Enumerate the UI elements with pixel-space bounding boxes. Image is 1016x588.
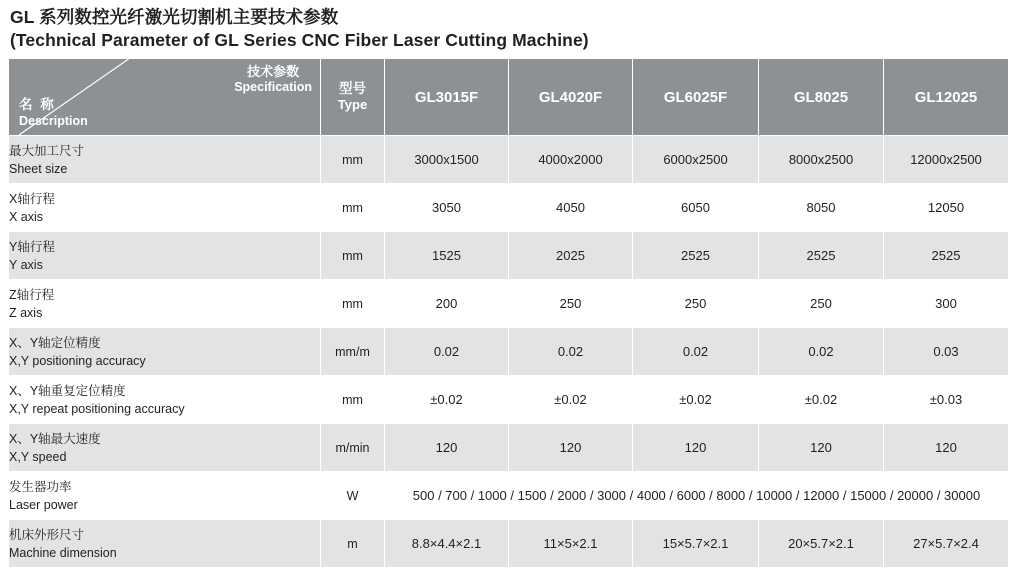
row-value: ±0.02 — [759, 376, 884, 424]
row-value: 2525 — [633, 232, 759, 280]
row-value: 20×5.7×2.1 — [759, 520, 884, 568]
row-value: 300 — [884, 280, 1009, 328]
row-value: 4050 — [509, 184, 633, 232]
row-value: 15×5.7×2.1 — [633, 520, 759, 568]
row-value-merged: 500 / 700 / 1000 / 1500 / 2000 / 3000 / 4000 / 6000 / 8000 / 10000 / 12000 / 15000 / 20000 / 30000 — [385, 472, 1009, 520]
table-row — [9, 136, 1009, 184]
row-value: 8.8×4.4×2.1 — [385, 520, 509, 568]
row-value: ±0.02 — [385, 376, 509, 424]
row-param: 最大加工尺寸 Sheet size — [9, 136, 321, 184]
row-value: 8050 — [759, 184, 884, 232]
row-value: 0.02 — [509, 328, 633, 376]
row-value: ±0.02 — [633, 376, 759, 424]
row-value: 0.02 — [385, 328, 509, 376]
row-value: 3000x1500 — [385, 136, 509, 184]
row-value: 250 — [509, 280, 633, 328]
table-row — [9, 472, 1009, 520]
row-value: 12050 — [884, 184, 1009, 232]
table-row — [9, 520, 1009, 568]
row-value: 200 — [385, 280, 509, 328]
row-value: 120 — [759, 424, 884, 472]
row-value: 3050 — [385, 184, 509, 232]
table-row — [9, 424, 1009, 472]
row-unit: W — [321, 472, 385, 520]
row-unit: mm/m — [321, 328, 385, 376]
row-param: X、Y轴定位精度 X,Y positioning accuracy — [9, 328, 321, 376]
table-row — [9, 280, 1009, 328]
row-value: 4000x2000 — [509, 136, 633, 184]
row-unit: mm — [321, 280, 385, 328]
table-row — [9, 376, 1009, 424]
row-unit: mm — [321, 376, 385, 424]
header-description-label: 名 称 Description — [19, 96, 88, 128]
row-param: Z轴行程 Z axis — [9, 280, 321, 328]
row-value: ±0.02 — [509, 376, 633, 424]
specification-table — [8, 58, 1009, 568]
row-value: 27×5.7×2.4 — [884, 520, 1009, 568]
row-unit: mm — [321, 184, 385, 232]
row-param: X、Y轴最大速度 X,Y speed — [9, 424, 321, 472]
row-value: 2525 — [884, 232, 1009, 280]
row-param: 机床外形尺寸 Machine dimension — [9, 520, 321, 568]
row-unit: m — [321, 520, 385, 568]
row-value: 2525 — [759, 232, 884, 280]
page-title — [10, 6, 1008, 52]
header-model-gl4020f: GL4020F — [509, 59, 633, 136]
table-row — [9, 232, 1009, 280]
row-value: 250 — [633, 280, 759, 328]
row-unit: mm — [321, 232, 385, 280]
header-model-gl12025: GL12025 — [884, 59, 1009, 136]
table-row — [9, 328, 1009, 376]
row-value: 0.03 — [884, 328, 1009, 376]
row-value: 250 — [759, 280, 884, 328]
table-header — [9, 59, 1009, 136]
row-value: 120 — [509, 424, 633, 472]
row-param: X、Y轴重复定位精度 X,Y repeat positioning accuracy — [9, 376, 321, 424]
row-unit: mm — [321, 136, 385, 184]
header-model-gl6025f: GL6025F — [633, 59, 759, 136]
table-body — [9, 136, 1009, 568]
row-value: 120 — [385, 424, 509, 472]
row-value: 0.02 — [633, 328, 759, 376]
row-param: Y轴行程 Y axis — [9, 232, 321, 280]
title-line-cn: GL 系列数控光纤激光切割机主要技术参数 — [10, 7, 339, 27]
row-param: 发生器功率 Laser power — [9, 472, 321, 520]
row-param: X轴行程 X axis — [9, 184, 321, 232]
row-value: 6000x2500 — [633, 136, 759, 184]
row-value: 0.02 — [759, 328, 884, 376]
row-value: 120 — [633, 424, 759, 472]
row-value: 8000x2500 — [759, 136, 884, 184]
row-value: ±0.03 — [884, 376, 1009, 424]
row-value: 11×5×2.1 — [509, 520, 633, 568]
row-value: 1525 — [385, 232, 509, 280]
header-model-gl3015f: GL3015F — [385, 59, 509, 136]
title-line-en: (Technical Parameter of GL Series CNC Fiber Laser Cutting Machine) — [10, 30, 589, 51]
row-unit: m/min — [321, 424, 385, 472]
header-corner-cell — [9, 59, 321, 136]
table-row — [9, 184, 1009, 232]
row-value: 120 — [884, 424, 1009, 472]
row-value: 6050 — [633, 184, 759, 232]
row-value: 12000x2500 — [884, 136, 1009, 184]
header-model-gl8025: GL8025 — [759, 59, 884, 136]
header-type-cell: 型号 Type — [321, 59, 385, 136]
header-specification-label: 技术参数 Specification — [234, 64, 312, 95]
row-value: 2025 — [509, 232, 633, 280]
